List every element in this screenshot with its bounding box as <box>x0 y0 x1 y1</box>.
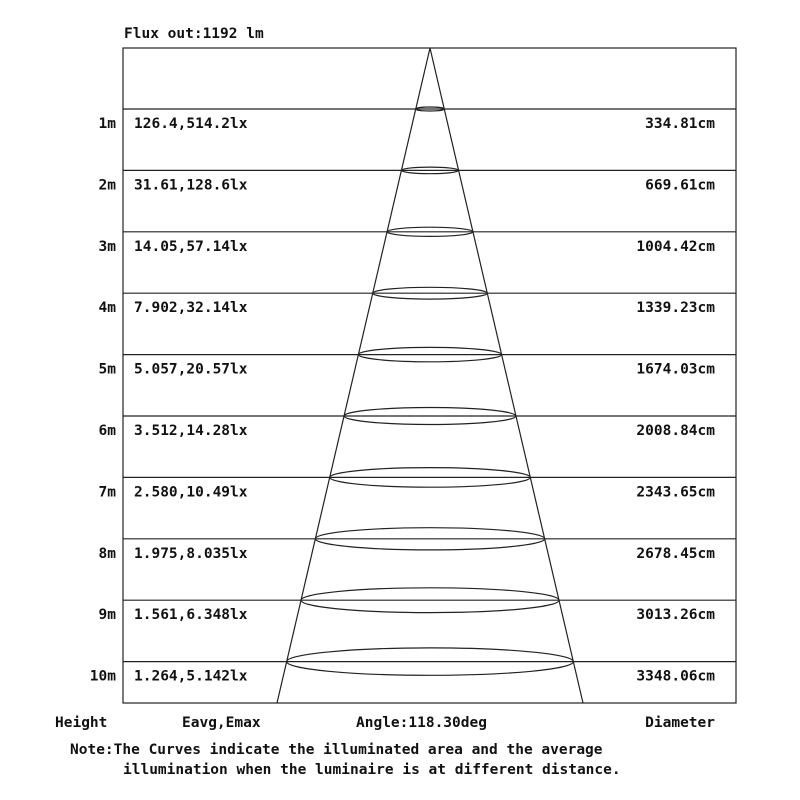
height-label: 3m <box>98 238 116 255</box>
height-label: 8m <box>98 545 116 562</box>
footer-diameter-label: Diameter <box>645 715 715 731</box>
diameter-label: 1004.42cm <box>636 238 715 255</box>
footer-height-label: Height <box>55 715 108 731</box>
note <box>70 740 621 780</box>
illuminance-label: 5.057,20.57lx <box>134 361 248 378</box>
diameter-label: 2678.45cm <box>636 545 715 562</box>
illuminance-label: 126.4,514.2lx <box>134 116 248 132</box>
diameter-label: 1339.23cm <box>636 300 715 317</box>
height-label: 2m <box>98 177 116 194</box>
footer-angle-label: Angle:118.30deg <box>356 715 487 731</box>
illuminance-label: 3.512,14.28lx <box>134 423 248 439</box>
beam-cone <box>277 48 583 703</box>
cone-right-edge <box>430 48 583 703</box>
illuminance-label: 1.561,6.348lx <box>134 607 248 624</box>
diameter-label: 669.61cm <box>645 177 715 194</box>
height-label: 10m <box>89 668 116 685</box>
note-line-1: The Curves indicate the illuminated area and the average <box>113 742 603 758</box>
diameter-label: 334.81cm <box>645 116 715 132</box>
illuminance-label: 1.975,8.035lx <box>134 545 248 562</box>
diameter-label: 3013.26cm <box>636 607 715 624</box>
illuminance-label: 7.902,32.14lx <box>134 300 248 317</box>
illuminance-label: 31.61,128.6lx <box>134 177 248 194</box>
cone-left-edge <box>277 48 430 703</box>
diameter-label: 2343.65cm <box>636 484 715 501</box>
diameter-label: 1674.03cm <box>636 361 715 378</box>
height-label: 7m <box>98 484 116 501</box>
row-labels <box>90 116 715 685</box>
note-label: Note: <box>70 742 114 758</box>
diameter-label: 2008.84cm <box>636 423 715 439</box>
note-line-2: illumination when the luminaire is at different distance. <box>123 762 621 778</box>
height-label: 4m <box>98 300 116 317</box>
illuminance-label: 14.05,57.14lx <box>134 238 248 255</box>
height-label: 5m <box>98 361 116 378</box>
illuminance-label: 2.580,10.49lx <box>134 484 248 501</box>
diameter-label: 3348.06cm <box>636 668 715 685</box>
height-label: 9m <box>98 607 116 624</box>
flux-label: Flux out:1192 lm <box>124 26 264 42</box>
illuminance-label: 1.264,5.142lx <box>134 668 248 685</box>
footer-eavg-label: Eavg,Emax <box>182 715 261 731</box>
height-label: 1m <box>98 116 116 132</box>
height-label: 6m <box>98 423 116 439</box>
chart-footer <box>55 715 715 731</box>
